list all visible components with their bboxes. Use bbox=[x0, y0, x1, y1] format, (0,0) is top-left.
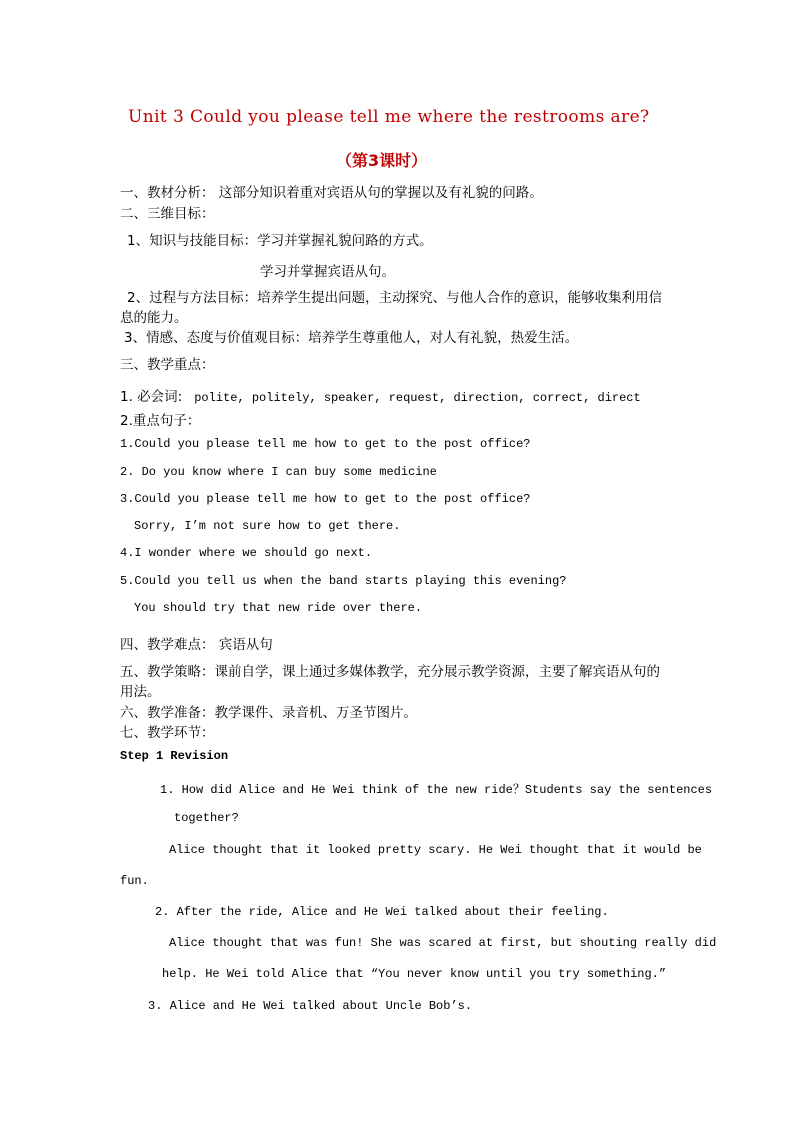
section-preparation: 六、教学准备：教学课件、录音机、万圣节图片。 bbox=[120, 705, 417, 721]
vocab-words: polite, politely, speaker, request, direction, correct, direct bbox=[194, 391, 641, 405]
lesson-subtitle: （第3课时） bbox=[336, 151, 428, 170]
page-title: Unit 3 Could you please tell me where the restrooms are? bbox=[128, 107, 650, 127]
goal-knowledge: 1、知识与技能目标：学习并掌握礼貌问路的方式。 bbox=[127, 233, 433, 249]
section-strategy-line2: 用法。 bbox=[120, 684, 161, 700]
key-sentence: 2. Do you know where I can buy some medicine bbox=[120, 465, 437, 479]
revision-line: fun. bbox=[120, 874, 149, 888]
section-strategy-line1: 五、教学策略：课前自学，课上通过多媒体教学，充分展示教学资源，主要了解宾语从句的 bbox=[120, 664, 660, 680]
key-sentence: 4.I wonder where we should go next. bbox=[120, 546, 373, 560]
key-sentence: 5.Could you tell us when the band starts playing this evening? bbox=[120, 574, 567, 588]
step1-heading: Step 1 Revision bbox=[120, 749, 229, 763]
sentences-heading: 2.重点句子： bbox=[120, 413, 201, 429]
revision-line: 3. Alice and He Wei talked about Uncle Bob’s. bbox=[148, 999, 473, 1013]
key-sentence: 1.Could you please tell me how to get to the post office? bbox=[120, 437, 531, 451]
vocab-line bbox=[120, 385, 641, 406]
key-sentence: You should try that new ride over there. bbox=[134, 601, 423, 615]
revision-line: Alice thought that was fun! She was scared at first, but shouting really did bbox=[169, 936, 717, 950]
revision-line: Alice thought that it looked pretty scary. He Wei thought that it would be bbox=[169, 843, 702, 857]
goal-process-line1: 2、过程与方法目标：培养学生提出问题，主动探究、与他人合作的意识，能够收集利用信 bbox=[127, 290, 663, 306]
revision-line: 2. After the ride, Alice and He Wei talked about their feeling. bbox=[155, 905, 609, 919]
revision-line: help. He Wei told Alice that “You never know until you try something.” bbox=[162, 967, 667, 981]
goal-process-line2: 息的能力。 bbox=[120, 310, 188, 326]
key-sentence: 3.Could you please tell me how to get to the post office? bbox=[120, 492, 531, 506]
goal-knowledge-cont: 学习并掌握宾语从句。 bbox=[260, 264, 395, 280]
revision-line: together? bbox=[174, 811, 239, 825]
section-key-points-heading: 三、教学重点： bbox=[120, 357, 215, 373]
section-difficulty: 四、教学难点： 宾语从句 bbox=[120, 637, 273, 653]
section-analysis: 一、教材分析： 这部分知识着重对宾语从句的掌握以及有礼貌的问路。 bbox=[120, 185, 543, 201]
section-goals-heading: 二、三维目标： bbox=[120, 206, 215, 222]
key-sentence: Sorry, I’m not sure how to get there. bbox=[134, 519, 401, 533]
goal-attitude: 3、情感、态度与价值观目标：培养学生尊重他人，对人有礼貌，热爱生活。 bbox=[124, 330, 579, 346]
vocab-label: 1. 必会词: bbox=[120, 389, 183, 405]
revision-line: 1. How did Alice and He Wei think of the new ride？Students say the sentences bbox=[160, 783, 713, 797]
section-procedure-heading: 七、教学环节： bbox=[120, 725, 215, 741]
